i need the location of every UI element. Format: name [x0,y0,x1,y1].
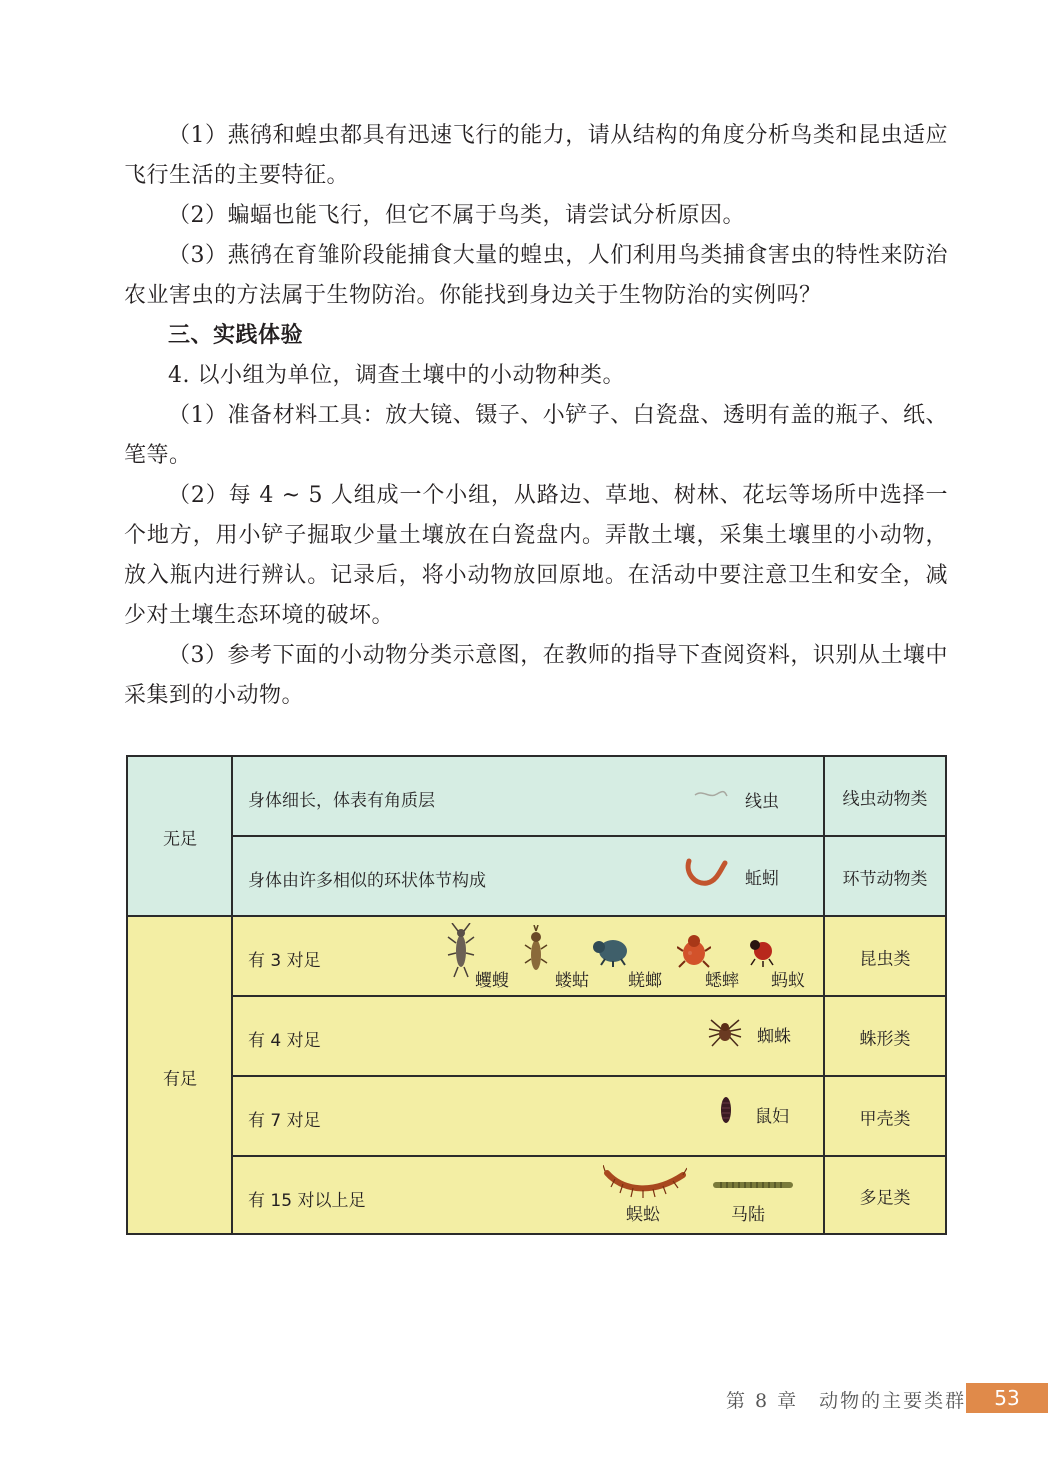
chapter-title: 第 8 章 动物的主要类群 [726,1390,967,1412]
animal-label: 蟋蟀 [705,971,739,991]
centipede-icon [603,1165,687,1199]
animal-label: 蜘蛛 [757,1027,791,1047]
category-label: 环节动物类 [842,869,928,890]
group-has-legs: 有足 [163,1069,197,1090]
ant-icon [747,937,775,967]
animal-label: 线虫 [745,792,779,812]
dung-beetle-icon [591,933,631,967]
task-4-title: 4. 以小组为单位，调查土壤中的小动物种类。 [168,363,625,388]
category-label: 多足类 [859,1188,911,1209]
animal-label: 马陆 [731,1205,765,1225]
category-label: 昆虫类 [859,949,911,970]
category-label: 甲壳类 [859,1109,911,1130]
woodlouse-icon [719,1095,733,1125]
page-number: 53 [966,1383,1048,1413]
question-1: （1）燕鸻和蝗虫都具有迅速飞行的能力，请从结构的角度分析鸟类和昆虫适应飞行生活的主要特征。 [124,123,948,188]
row-desc: 有 15 对以上足 [248,1191,366,1211]
animal-label: 鼠妇 [755,1107,789,1127]
earthworm-icon [683,855,729,891]
task-4-step-1: （1）准备材料工具：放大镜、镊子、小铲子、白瓷盘、透明有盖的瓶子、纸、笔等。 [124,403,948,468]
category-label: 线虫动物类 [842,789,928,810]
group-no-legs: 无足 [163,829,197,850]
animal-label: 蜈蚣 [626,1205,660,1225]
question-2: （2）蝙蝠也能飞行，但它不属于鸟类，请尝试分析原因。 [168,203,745,228]
animal-label: 蠼螋 [475,971,509,991]
section-heading: 三、实践体验 [168,323,304,348]
spider-icon [708,1015,742,1049]
task-4-step-2: （2）每 4 ~ 5 人组成一个小组，从路边、草地、树林、花坛等场所中选择一个地方，用小铲子掘取少量土壤放在白瓷盘内。弄散土壤，采集土壤里的小动物，放入瓶内进行辨认。记录后，将小动物放回原地。在活动中要注意卫生和安全，减少对土壤生态环境的破坏。 [124,483,948,628]
animal-label: 蝼蛄 [555,971,589,991]
millipede-icon [713,1177,793,1193]
category-label: 蛛形类 [859,1029,911,1050]
mole-cricket-icon [524,925,548,979]
animal-label: 蚯蚓 [745,869,779,889]
row-desc: 身体细长，体表有角质层 [248,791,435,811]
row-desc: 有 4 对足 [248,1031,321,1051]
earwig-icon [446,923,476,979]
row-desc: 身体由许多相似的环状体节构成 [248,871,486,891]
task-4-step-3: （3）参考下面的小动物分类示意图，在教师的指导下查阅资料，识别从土壤中采集到的小动物。 [124,643,948,708]
classification-table [126,755,947,1235]
animal-label: 蚂蚁 [771,971,805,991]
cricket-icon [677,933,711,969]
row-desc: 有 7 对足 [248,1111,321,1131]
row-desc: 有 3 对足 [248,951,321,971]
question-3: （3）燕鸻在育雏阶段能捕食大量的蝗虫，人们利用鸟类捕食害虫的特性来防治农业害虫的方法属于生物防治。你能找到身边关于生物防治的实例吗？ [124,243,948,308]
animal-label: 蜣螂 [628,971,662,991]
nematode-icon [693,787,729,801]
